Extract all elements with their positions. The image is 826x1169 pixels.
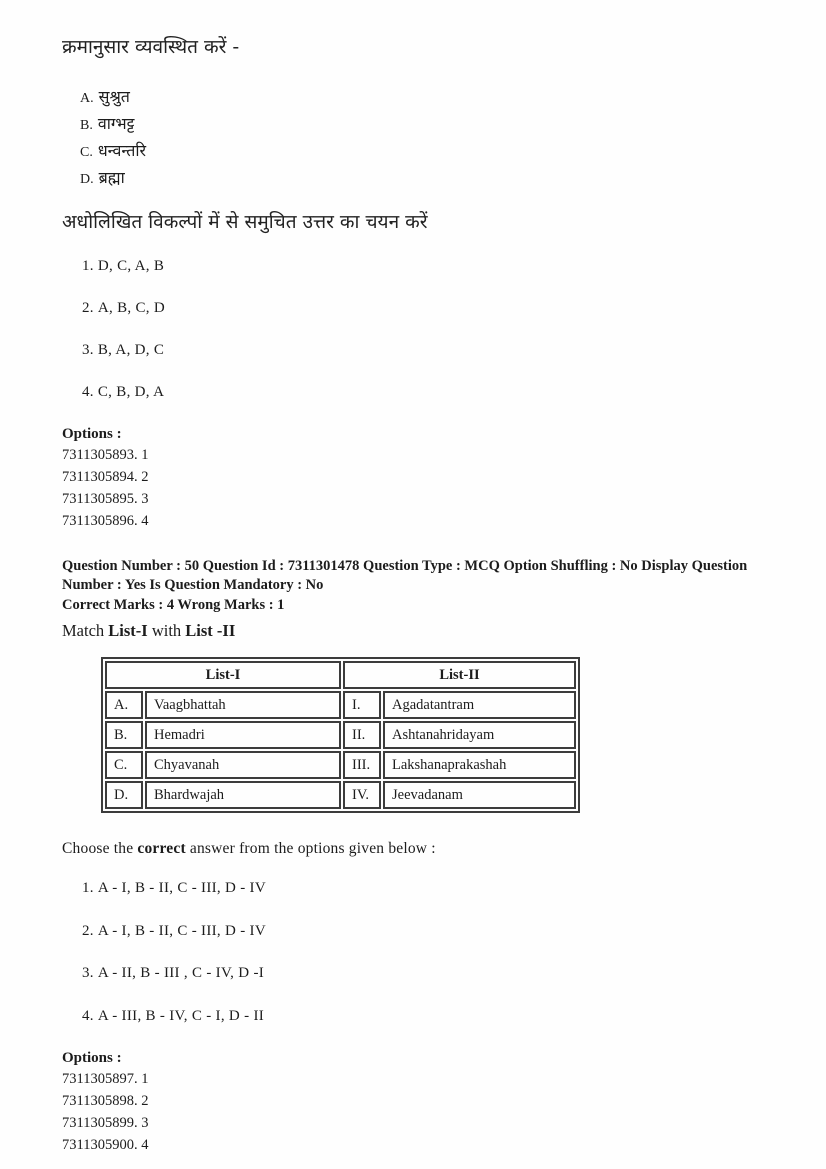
choice-text: C, B, D, A	[97, 384, 165, 400]
question-prompt-hindi: क्रमानुसार व्यवस्थित करें -	[62, 36, 240, 58]
table-row	[105, 751, 576, 779]
table-header-list1: List-I	[105, 661, 341, 689]
choice-number: 4.	[82, 384, 94, 400]
option-id: 7311305893. 1	[62, 447, 149, 463]
choice-number: 2.	[82, 300, 94, 316]
choice-number: 1.	[82, 258, 94, 274]
list2-entry: Jeevadanam	[383, 781, 576, 809]
list-item	[80, 138, 786, 165]
answer-choice	[82, 878, 786, 898]
match-list2: List -II	[185, 621, 236, 640]
answer-choice	[82, 382, 786, 402]
choice-text: D, C, A, B	[97, 258, 165, 274]
list-item	[80, 84, 786, 111]
options-label: Options :	[62, 1050, 122, 1066]
instruction-hindi: अधोलिखित विकल्पों में से समुचित उत्तर का चयन करें	[62, 211, 428, 233]
list1-entry: Vaagbhattah	[145, 691, 341, 719]
row-letter: A.	[105, 691, 143, 719]
table-row	[105, 721, 576, 749]
list2-entry: Agadatantram	[383, 691, 576, 719]
choice-number: 3.	[82, 965, 94, 981]
row-roman: III.	[343, 751, 381, 779]
table-header-row	[105, 661, 576, 689]
question-50-block	[62, 557, 786, 1156]
option-id: 7311305896. 4	[62, 513, 149, 529]
choice-number: 4.	[82, 1007, 94, 1024]
choice-text: A - I, B - II, C - III, D - IV	[97, 922, 266, 939]
option-id: 7311305895. 3	[62, 491, 149, 507]
table-header-list2: List-II	[343, 661, 576, 689]
option-id: 7311305899. 3	[62, 1115, 149, 1131]
list1-entry: Chyavanah	[145, 751, 341, 779]
answer-choice	[82, 1006, 786, 1026]
question-metadata-line1: Question Number : 50 Question Id : 7311301478 Question Type : MCQ Option Shuffling : No Display Question	[62, 558, 748, 574]
choose-suffix: answer from the options given below :	[185, 840, 436, 857]
answer-choices	[82, 256, 786, 402]
choose-instruction	[62, 839, 786, 859]
choice-text: A - III, B - IV, C - I, D - II	[97, 1007, 265, 1024]
answer-choice	[82, 963, 786, 983]
options-label: Options :	[62, 426, 122, 442]
match-prefix: Match	[62, 621, 109, 640]
answer-choice	[82, 298, 786, 318]
list-item-text: वाग्भट्ट	[97, 114, 135, 133]
question-metadata-line2: Number : Yes Is Question Mandatory : No	[62, 577, 324, 593]
choice-number: 3.	[82, 342, 94, 358]
list1-entry: Bhardwajah	[145, 781, 341, 809]
choose-prefix: Choose the	[62, 840, 138, 857]
answer-choice	[82, 256, 786, 276]
match-instruction	[62, 620, 786, 642]
table-row	[105, 691, 576, 719]
match-table	[101, 657, 580, 813]
list-item-label: A.	[80, 91, 94, 106]
option-id: 7311305900. 4	[62, 1137, 149, 1153]
ordering-item-list	[80, 84, 786, 192]
row-roman: IV.	[343, 781, 381, 809]
row-roman: I.	[343, 691, 381, 719]
list-item	[80, 111, 786, 138]
list-item-text: सुश्रुत	[98, 87, 130, 106]
answer-choices	[82, 878, 786, 1026]
list-item-text: धन्वन्तरि	[97, 141, 147, 160]
choice-text: A - II, B - III , C - IV, D -I	[97, 965, 265, 981]
marks-line: Correct Marks : 4 Wrong Marks : 1	[62, 597, 285, 613]
answer-choice	[82, 340, 786, 360]
answer-choice	[82, 921, 786, 941]
row-letter: D.	[105, 781, 143, 809]
choose-bold-word: correct	[137, 840, 186, 857]
choice-text: A - I, B - II, C - III, D - IV	[97, 880, 266, 896]
match-middle: with	[147, 621, 186, 640]
choice-text: B, A, D, C	[97, 342, 165, 358]
list-item	[80, 165, 786, 192]
option-id: 7311305894. 2	[62, 469, 149, 485]
choice-number: 2.	[82, 922, 94, 939]
list2-entry: Ashtanahridayam	[383, 721, 576, 749]
question-49-block	[62, 34, 786, 532]
list2-entry: Lakshanaprakashah	[383, 751, 576, 779]
row-roman: II.	[343, 721, 381, 749]
choice-text: A, B, C, D	[97, 300, 166, 316]
table-row	[105, 781, 576, 809]
option-id: 7311305898. 2	[62, 1093, 149, 1109]
option-id: 7311305897. 1	[62, 1071, 149, 1087]
row-letter: C.	[105, 751, 143, 779]
list-item-label: D.	[80, 172, 94, 187]
list-item-label: C.	[80, 145, 93, 160]
list-item-label: B.	[80, 118, 93, 133]
list1-entry: Hemadri	[145, 721, 341, 749]
list-item-text: ब्रह्मा	[98, 168, 125, 187]
row-letter: B.	[105, 721, 143, 749]
question-metadata	[62, 557, 786, 595]
match-list1: List-I	[108, 621, 148, 640]
choice-number: 1.	[82, 880, 94, 896]
